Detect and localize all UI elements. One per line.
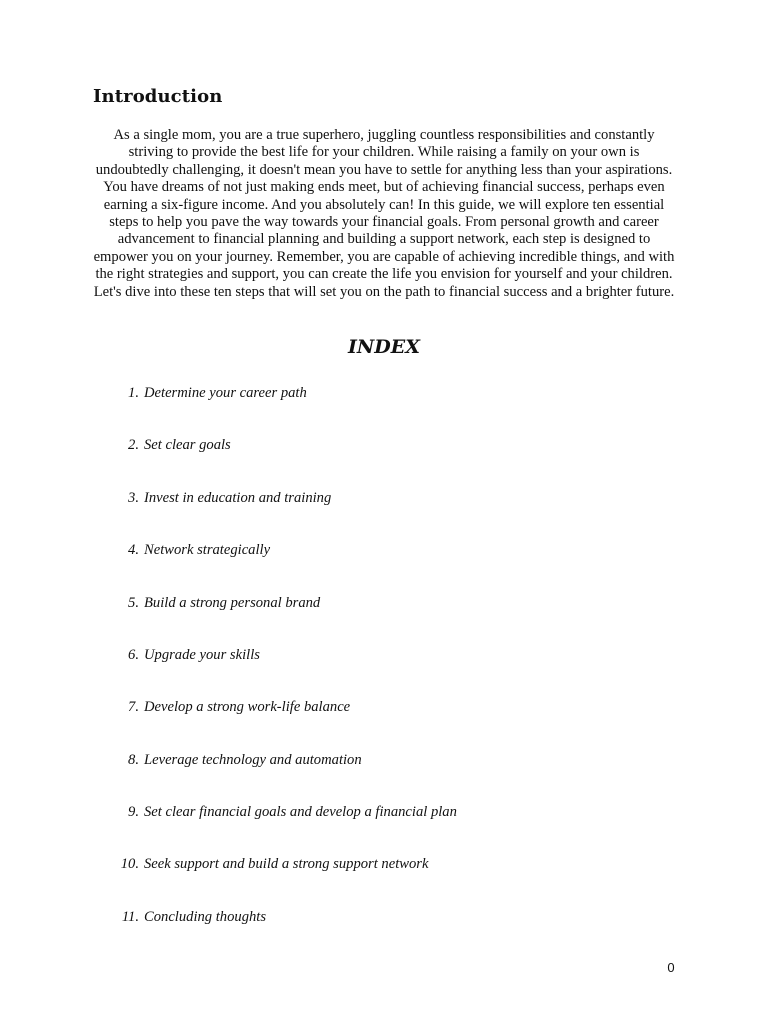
index-item-text: Set clear goals [144,437,231,453]
index-item-text: Develop a strong work-life balance [144,699,351,715]
index-item [110,488,331,508]
index-item [110,802,457,822]
index-item-number: 1. [128,385,139,401]
index-item-number: 7. [128,699,139,715]
intro-paragraph: As a single mom, you are a true superhero, juggling countless responsibilities and constantly striving to provide the best life for your children. While raising a family on your own is undoubtedly challenging, it doesn't mean you have to settle for anything less than your aspirations. You have dreams of not just making ends meet, but of achieving financial success, perhaps even earning a six-figure income. And you absolutely can! In this guide, we will explore ten essential steps to help you pave the way towards your financial goals. From personal growth and career advancement to financial planning and building a support network, each step is designed to empower you on your journey. Remember, you are capable of achieving incredible things, and with the right strategies and support, you can create the life you envision for yourself and your children. Let's dive into these ten steps that will set you on the path to financial success and a brighter future. [93,127,675,300]
index-item-number: 6. [128,647,139,663]
index-item-number: 4. [128,542,139,558]
index-item-number: 3. [128,490,139,506]
index-item-text: Network strategically [144,542,271,558]
section-heading: Introduction [93,86,223,107]
index-item-text: Set clear financial goals and develop a financial plan [144,804,457,820]
index-item [110,697,350,717]
index-item [110,854,428,874]
index-item-number: 11. [121,909,139,925]
index-item-number: 8. [128,752,139,768]
index-item-text: Invest in education and training [144,490,332,506]
index-item-text: Concluding thoughts [144,909,267,925]
index-item-text: Build a strong personal brand [144,595,321,611]
index-item-number: 9. [128,804,139,820]
index-item [110,540,270,560]
index-item-text: Upgrade your skills [144,647,260,663]
index-item-text: Seek support and build a strong support network [144,856,429,872]
index-item [110,645,260,665]
index-item [110,907,266,927]
index-title: INDEX [348,336,420,358]
index-item-text: Leverage technology and automation [144,752,362,768]
page-number: 0 [667,960,675,975]
index-item [110,383,307,403]
index-item-text: Determine your career path [144,385,307,401]
index-item-number: 5. [128,595,139,611]
index-item-number: 2. [128,437,139,453]
index-item [110,593,320,613]
index-item [110,435,231,455]
index-item [110,750,362,770]
index-item-number: 10. [120,856,139,872]
